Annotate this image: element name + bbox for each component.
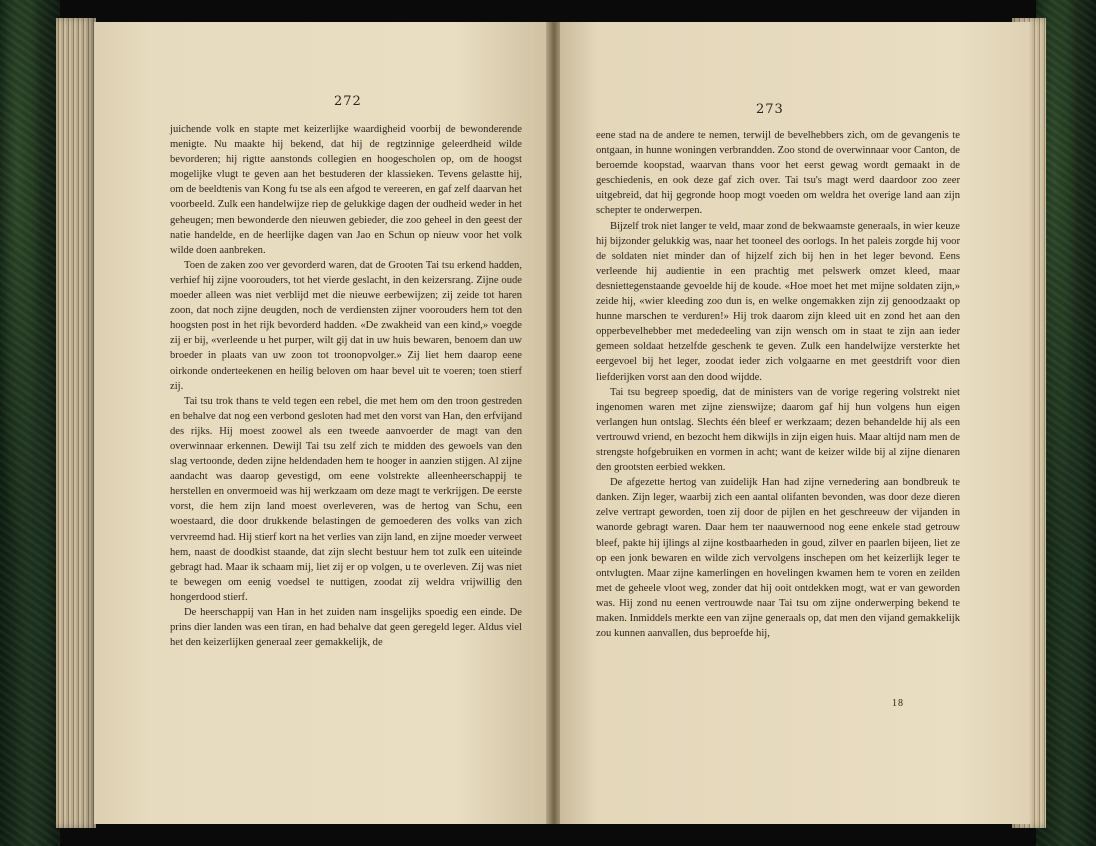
signature-mark: 18 [892, 698, 904, 709]
right-page [560, 22, 1030, 824]
book-cover-left [0, 0, 60, 846]
paragraph: juichende volk en stapte met keizerlijke waardigheid voorbij de bewonderende menigte. Nu maakte hij bekend, dat hij de regtzinnige geleerdheid wilde bevorderen; hij rigtte aanstonds collegien en hoogescholen op, om de hoogst mogelijke vlugt te geven aan het bestuderen der klassieken. Tevens gelastte hij, om de beeldtenis van Kong fu tse als een afgod te vereeren, en gaf zelf daarvan het voorbeeld. Zulk een handelwijze riep de gelukkige dagen der oudheid weder in het geheugen; men bewonderde den nieuwen gebieder, die zoo geheel in den geest der natie handelde, en de heerlijke dagen van Jao en Schun op nieuw voor het volk wilde doen aanbreken. [170, 124, 522, 256]
page-block-edge-left [56, 18, 96, 828]
paragraph: De heerschappij van Han in het zuiden nam insgelijks spoedig een einde. De prins dier landen was een tiran, en had behalve dat geen geregeld leger. Aldus viel het den keizerlijken generaal zeer gemakkelijk, de [170, 607, 522, 649]
paragraph: Tai tsu begreep spoedig, dat de ministers van de vorige regering volstrekt niet ingenomen waren met zijne zienswijze; daarom gaf hij hun volgens hun eigen verlangen hun ontslag. Slechts één bleef er werkzaam; dezen behandelde hij als een vertrouwd vriend, en bezocht hem dikwijls in zijn eigen huis. Maar altijd nam men de strengste hofgebruiken en vormen in acht; want de keizer wilde bij al zijne dienaren den grootsten eerbied wekken. [596, 386, 960, 474]
paragraph: Tai tsu trok thans te veld tegen een rebel, die met hem om den troon gestreden en behalve dat nog een verbond gesloten had met den vorst van Han, den erfvijand des rijks. Hij moest zoowel als een tweede aanvoerder de magt van den overwinnaar erkennen. Dewijl Tai tsu zelf zich te midden des gewoels van den slag vertoonde, deden zijne heldendaden hem te hooger in aanzien stijgen. Al zijne aandacht was daarop gevestigd, om eene volstrekte alleenheerschappij te herstellen en onvermoeid was hij werkzaam om deze magt te verkrijgen. De eerste vorst, die hem zijn land moest overleveren, was de hertog van Schu, een woestaard, die door drukkende belastingen de gemoederen des volks van zich vervreemd had. Hij stierf kort na het verlies van zijn land, en zijne moeder verweet hem, naast de doodkist staande, dat zijn slecht bestuur hem tot zulk een uiteinde gebragt had. Maar ik schaam mij, liet zij er op volgen, u te overleven. Zij was niet te bewegen om eenig voedsel te nuttigen, zoodat zij weldra vrijwillig den hongerdood stierf. [170, 395, 522, 603]
page-number: 273 [756, 102, 784, 117]
paragraph: eene stad na de andere te nemen, terwijl de bevelhebbers zich, om de gevangenis te ontgaan, in hunne woningen verbrandden. Zoo stond de overwinnaar voor Canton, de beroemde koopstad, waarvan thans voor het eerst gewag wordt gemaakt in de geschiedenis, en ook deze gaf zich over. Tai tsu's magt werd daardoor zoo zeer uitgebreid, dat hij gegronde hoop mogt voeden om weldra het overige land aan zijn schepter te onderwerpen. [596, 130, 960, 217]
page-body-text [170, 122, 522, 650]
paragraph: De afgezette hertog van zuidelijk Han had zijne vernedering aan bondbreuk te danken. Zijn leger, waarbij zich een aantal olifanten bevonden, was door deze dieren zelve vertrapt geworden, toen zij door de pijlen en het geschreeuw der vijanden in wanorde gebragt waren. Daar hem ter naauwernood nog eene enkele stad getrouw bleef, pakte hij ijlings al zijne kostbaarheden in goud, zilver en paarlen bijeen, liet ze op een jonk bewaren en wilde zich vervolgens inschepen om het keizerlijk leger te ontvlugten. Maar zijne kamerlingen en hovelingen kwamen hem te voren en zeilden met de geheele vloot weg, zonder dat hij ooit ontdekken mogt, wat er van geworden was. Hij zond nu eenen vertrouwde naar Tai tsu om zijne onderwerping bekend te maken. Inmiddels merkte een van zijne generaals op, dat men den vijand gemakkelijk zou kunnen aanvallen, dus beproefde hij, [596, 477, 960, 640]
page-body-text [596, 128, 960, 641]
left-page [94, 22, 548, 824]
paragraph: Toen de zaken zoo ver gevorderd waren, dat de Grooten Tai tsu erkend hadden, verhief hij zijne voorouders, tot het vierde geslacht, in den keizersrang. Zijne oude moeder alleen was niet verblijd met die nieuwe eerbewijzen; zij zeide tot haren zoon, dat noch zijne deugden, noch de verdiensten zijner voorouders hem tot den hoogsten post in het rijk bevorderd hadden. «De zwakheid van een kind,» voegde zij er bij, «verleende u het purper, wilt gij dat in uw huis bewaren, benoem dan uw broeder in plaats van uw zoon tot troonopvolger.» Zij liet hem daarop eene oirkonde onderteekenen en heilig beloven om haar bevel uit te voeren; toen stierf zij. [170, 259, 522, 392]
paragraph: Bijzelf trok niet langer te veld, maar zond de bekwaamste generaals, in wier keuze hij bijzonder gelukkig was, naar het tooneel des oorlogs. In het paleis zorgde hij voor de soldaten niet minder dan of hijzelf zich bij hen in het leger bevond. Eens verleende hij audientie in een prachtig met pelswerk omzet kleed, maar desniettegenstaande gevoelde hij de koude. «Hoe moet het met mijne soldaten zijn,» zeide hij, «wier kleeding zoo dun is, en welke ongemakken zijn zij genoodzaakt op hunne marschen te verduren!» Hij trok daarom zijn kleed uit en zond het aan den opperbevelhebber met mededeeling van zijn wensch om in staat te zijn aan ieder gemeen soldaat hetzelfde geschenk te geven. Zulk een handelwijze versterkte het eergevoel bij het leger, zoodat ieder zich volgaarne en met geestdrift voor dien liefderijken vorst aan den dood wijdde. [596, 220, 960, 383]
page-number: 272 [334, 94, 362, 109]
